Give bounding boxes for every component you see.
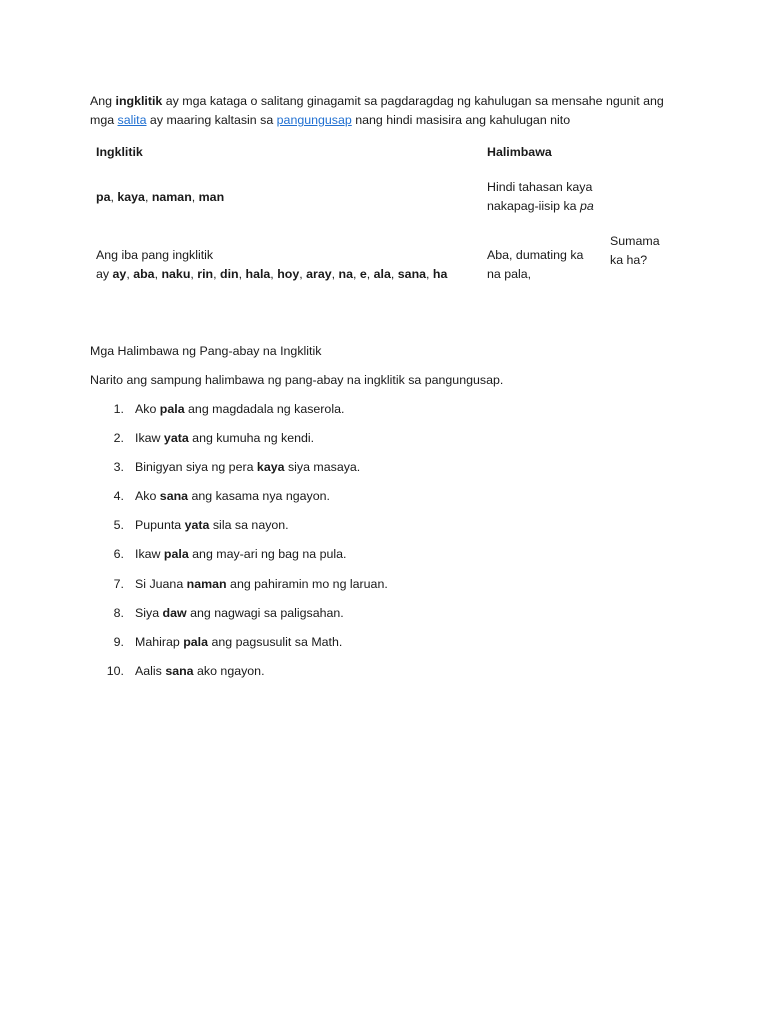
text: ang kumuha ng kendi. [188,431,315,446]
list-item-text [135,400,344,419]
example-line: Hindi tahasan kaya [487,180,593,194]
list-item-text [135,545,346,564]
word: pa [96,190,111,204]
example-text: nakapag-iisip ka [487,199,580,213]
word: naku [161,267,191,281]
list-number: 1. [113,402,124,416]
link-pangungusap[interactable]: pangungusap [276,113,352,127]
table-row2-words [96,246,447,284]
list-number: 2. [113,431,124,446]
list-number: 5. [113,518,124,533]
list-number: 9. [113,634,124,649]
list-item-text [135,458,360,477]
table-header-halimbawa: Halimbawa [487,145,552,159]
list-item [90,429,590,458]
text: Binigyan siya ng pera [135,460,257,475]
text: Ako [135,489,160,504]
list-item [90,458,590,487]
text: siya masaya. [284,460,361,475]
row2-label: Ang iba pang ingklitik [96,248,214,262]
ingklitik-word: daw [162,605,187,620]
word: naman [151,190,192,204]
intro-text: Ang [90,94,116,108]
word: din [220,267,239,281]
examples-list [90,400,590,691]
word: hoy [277,267,300,281]
text: Ikaw [135,547,164,562]
table-row2-example [487,246,583,284]
word: ala [373,267,391,281]
word: ay [112,267,127,281]
example-line: Aba, dumating ka [487,248,584,262]
text: Siya [135,605,163,620]
text: ako ngayon. [193,663,265,678]
word: hala [245,267,271,281]
word: na [338,267,353,281]
list-item-text [135,662,265,681]
list-item [90,575,590,604]
ingklitik-word: sana [159,489,189,504]
list-item-text [135,487,330,506]
list-item [90,633,590,662]
ingklitik-word: pala [183,634,209,649]
text: Ako [135,402,160,416]
list-number: 3. [113,460,124,475]
text: sila sa nayon. [209,518,289,533]
text: Aalis [135,663,166,678]
link-salita[interactable]: salita [117,113,147,127]
example-line [487,197,594,216]
table-row2-example2 [610,232,660,270]
text: Pupunta [135,518,185,533]
text: ang pahiramin mo ng laruan. [226,576,388,591]
example-line: ka ha? [610,253,648,267]
section-title: Mga Halimbawa ng Pang-abay na Ingklitik [90,344,322,358]
list-number: 6. [113,547,124,562]
list-number: 10. [106,663,124,678]
list-number: 7. [113,576,124,591]
ingklitik-word: naman [186,576,227,591]
list-item [90,487,590,516]
intro-text: nang hindi masisira ang kahulugan nito [351,113,571,127]
text: Mahirap [135,634,184,649]
list-item [90,545,590,574]
word: sana [397,267,427,281]
intro-term: ingklitik [115,94,163,108]
ingklitik-word: yata [163,431,189,446]
word: ha [432,267,448,281]
intro-text: ay maaring kaltasin sa [146,113,277,127]
row2-word-list: ay ay, aba, naku, rin, din, hala, hoy, aray, na, e, ala, sana, ha [96,267,448,281]
lead-paragraph: Narito ang sampung halimbawa ng pang-abay na ingklitik sa pangungusap. [90,373,504,387]
ingklitik-word: kaya [256,460,285,475]
ingklitik-word: pala [159,402,185,416]
list-item [90,662,590,691]
list-number: 4. [113,489,124,504]
text: Si Juana [135,576,187,591]
list-item-text [135,429,314,448]
example-line: na pala, [487,267,532,281]
intro-text: ay mga kataga o salitang ginagamit sa pagdaragdag ng kahulugan sa mensahe ngunit ang mga [90,94,664,127]
text: Ikaw [135,431,164,446]
word: kaya [117,190,145,204]
list-item-text [135,633,342,652]
text: ang pagsusulit sa Math. [208,634,343,649]
example-italic: pa [579,199,594,213]
list-item [90,400,590,429]
list-item-text [135,575,388,594]
list-item [90,516,590,545]
example-line: Sumama [610,234,660,248]
list-number: 8. [113,605,124,620]
table-row1-words: pa, kaya, naman, man [96,190,225,204]
ingklitik-word: yata [184,518,210,533]
word: aba [133,267,155,281]
word: rin [197,267,214,281]
intro-paragraph [90,92,680,130]
word: aray [306,267,332,281]
text: ang nagwagi sa paligsahan. [186,605,344,620]
text: ang magdadala ng kaserola. [184,402,345,416]
word: e [359,267,367,281]
ingklitik-word: pala [163,547,189,562]
text: ang may-ari ng bag na pula. [188,547,347,562]
table-row1-example [487,178,594,216]
table-header-ingklitik: Ingklitik [96,145,143,159]
list-item-text [135,516,289,535]
text: ang kasama nya ngayon. [188,489,330,504]
ingklitik-word: sana [165,663,194,678]
word: man [198,190,225,204]
list-item-text [135,604,344,623]
list-item [90,604,590,633]
row2-prefix: ay [96,267,113,281]
